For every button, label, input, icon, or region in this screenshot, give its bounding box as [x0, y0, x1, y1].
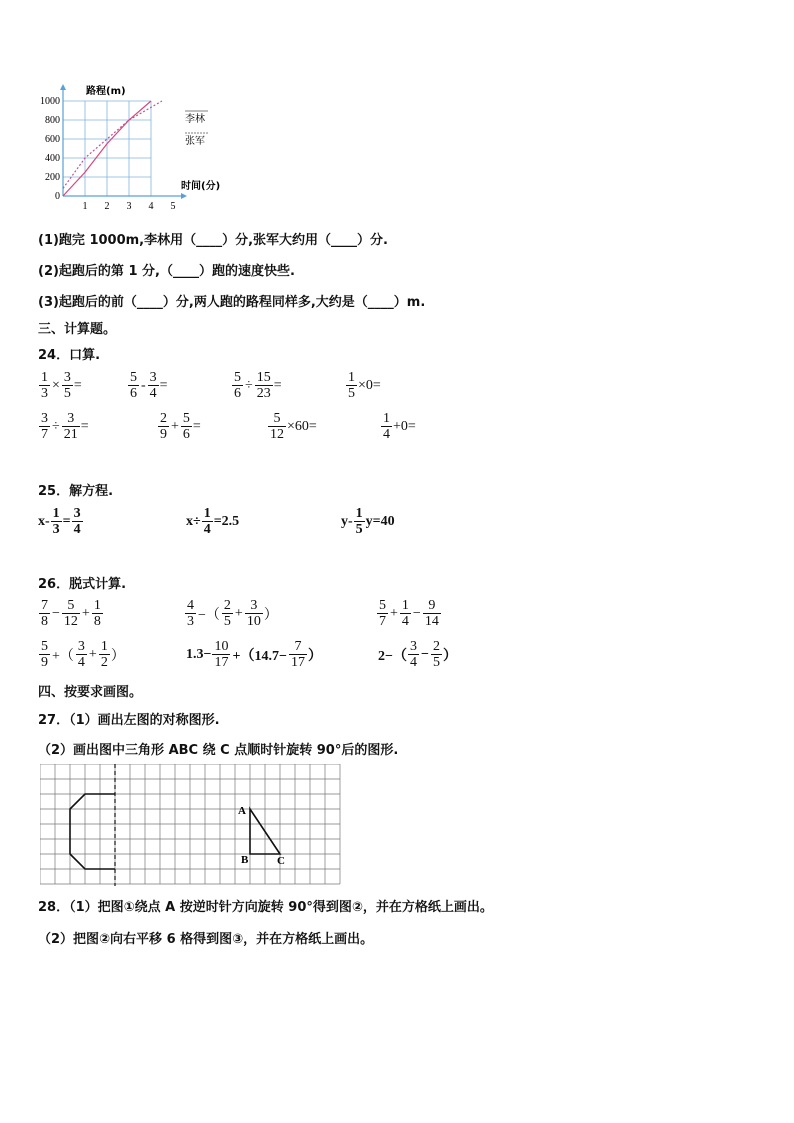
q24-title: 24．口算.: [38, 348, 101, 363]
x-axis-label: 时间(分): [181, 181, 221, 192]
x-tick-label: 5: [170, 201, 176, 212]
series-line-zhangjun: [63, 101, 162, 188]
x-tick-label: 3: [126, 201, 132, 212]
y-tick-label: 600: [45, 134, 60, 145]
q23-line2: (2)起跑后的第 1 分,（____）跑的速度快些.: [38, 264, 295, 279]
q28-line2: （2）把图②向右平移 6 格得到图③，并在方格纸上画出。: [38, 932, 374, 947]
label-b: B: [241, 854, 249, 866]
q26-expr-2: $\frac{4}{3}$ −（ $\frac{2}{5}$ + $\frac{3}{10}$ ）: [187, 598, 278, 629]
q24-item-1: $\frac{1}{3}$ × $\frac{3}{5}$ =: [41, 370, 82, 401]
q24-item-5: $\frac{3}{7}$ ÷ $\frac{3}{21}$ =: [41, 411, 89, 442]
q28-line1: 28．（1）把图①绕点 A 按逆时针方向旋转 90°得到图②，并在方格纸上画出。: [38, 900, 493, 915]
legend-lilin: 李林: [185, 114, 205, 125]
section3-heading: 三、计算题。: [38, 322, 117, 337]
q24-item-7: $\frac{5}{12}$ ×60=: [270, 411, 317, 442]
y-tick-label: 200: [45, 172, 60, 183]
q26-title: 26．脱式计算.: [38, 577, 127, 592]
y-axis-arrow: [60, 84, 66, 90]
label-c: C: [277, 855, 285, 867]
q26-expr-3: $\frac{5}{7}$ + $\frac{1}{4}$ − $\frac{9}{14}$: [379, 598, 439, 629]
q24-item-6: $\frac{2}{9}$ + $\frac{5}{6}$ =: [160, 411, 201, 442]
q24-item-3: $\frac{5}{6}$ ÷ $\frac{15}{23}$ =: [234, 370, 282, 401]
x-axis-arrow: [181, 193, 187, 199]
q23-line3: (3)起跑后的前（____）分,两人跑的路程同样多,大约是（____）m.: [38, 295, 426, 310]
q26-expr-4: $\frac{5}{9}$ +（ $\frac{3}{4}$ + $\frac{1}{2}$ ）: [41, 639, 125, 670]
q25-eq-2: x÷ $\frac{1}{4}$ =2.5: [186, 506, 240, 537]
distance-time-chart: [30, 82, 250, 212]
q26-expr-1: $\frac{7}{8}$ − $\frac{5}{12}$ + $\frac{1}{8}$: [41, 598, 101, 629]
label-a: A: [238, 805, 246, 817]
q23-line1: (1)跑完 1000m,李林用（____）分,张军大约用（____）分.: [38, 233, 388, 248]
left-half-shape: [70, 794, 115, 869]
section4-heading: 四、按要求画图。: [38, 685, 143, 700]
q25-eq-1: x- $\frac{1}{3}$ = $\frac{3}{4}$: [38, 506, 81, 537]
y-tick-label: 0: [55, 191, 60, 202]
q25-eq-3: y- $\frac{1}{5}$ y=40: [341, 506, 395, 537]
x-tick-label: 4: [148, 201, 154, 212]
y-tick-label: 800: [45, 115, 60, 126]
q25-title: 25．解方程.: [38, 484, 114, 499]
q27-line1: 27．（1）画出左图的对称图形.: [38, 713, 220, 728]
y-tick-label: 1000: [40, 96, 60, 107]
y-tick-label: 400: [45, 153, 60, 164]
q24-item-8: $\frac{1}{4}$ +0=: [383, 411, 416, 442]
q27-line2: （2）画出图中三角形 ABC 绕 C 点顺时针旋转 90°后的图形.: [38, 743, 399, 758]
legend-zhangjun: 张军: [185, 136, 205, 147]
y-axis-label: 路程(m): [86, 86, 126, 97]
x-tick-label: 1: [82, 201, 88, 212]
q26-expr-6: 2−（ $\frac{3}{4}$ − $\frac{2}{5}$ ）: [378, 639, 457, 670]
x-tick-label: 2: [104, 201, 110, 212]
q24-item-2: $\frac{5}{6}$ - $\frac{3}{4}$ =: [130, 370, 168, 401]
q26-expr-5: 1.3− $\frac{10}{17}$ +（14.7− $\frac{7}{17}$ ）: [186, 639, 322, 670]
q24-item-4: $\frac{1}{5}$ ×0=: [348, 370, 381, 401]
grid-paper-figure: [40, 764, 342, 888]
